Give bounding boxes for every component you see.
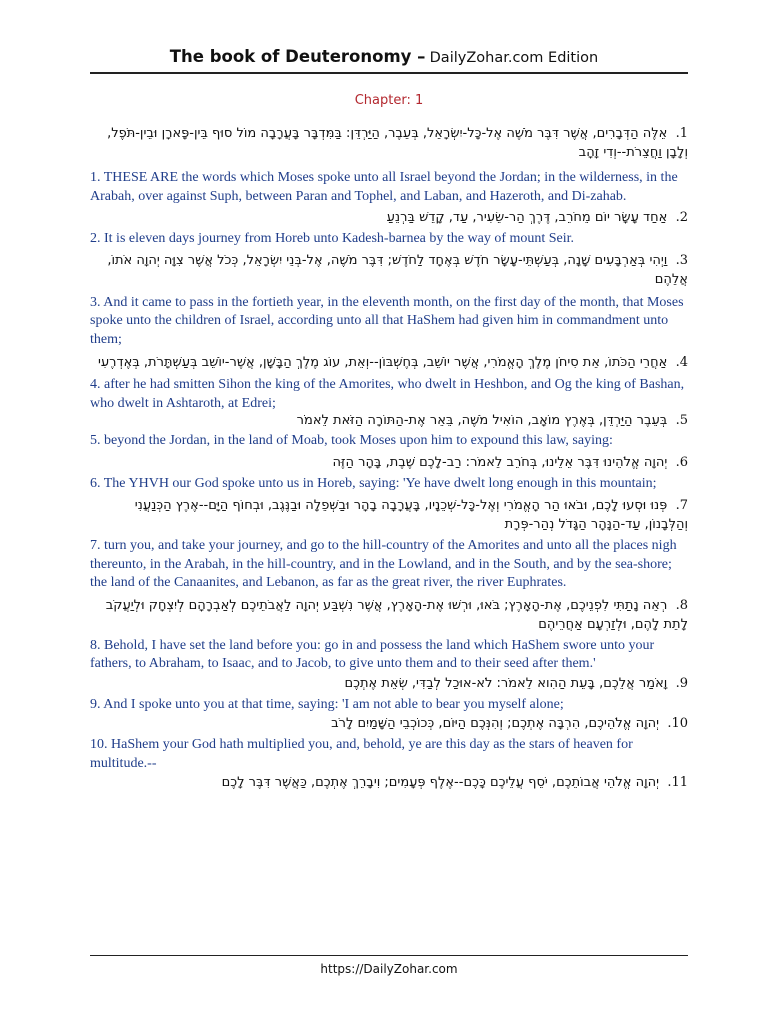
verse-4-hebrew-text: אַחֲרֵי הַכֹּתוֹ, אֵת סִיחֹן מֶלֶךְ הָאֱמֹרִי, אֲשֶׁר יוֹשֵׁב, בְּחֶשְׁבּוֹן--וְאֵת, עוֹג מֶלֶךְ הַבָּשָׁן, אֲשֶׁר-יוֹשֵׁב בְּעַשְׁתָּרֹת, בְּאֶדְרֶעִי: [97, 355, 668, 370]
verse-9-hebrew-text: וָאֹמַר אֲלֵכֶם, בָּעֵת הַהִוא לֵאמֹר: לֹא-אוּכַל לְבַדִּי, שְׂאֵת אֶתְכֶם: [344, 675, 668, 691]
verse-1-number: 1.: [675, 126, 688, 141]
verse-2-english: 2. It is eleven days journey from Horeb unto Kadesh-barnea by the way of mount Seir.: [90, 231, 575, 246]
verse-8-english: 8. Behold, I have set the land before you: go in and possess the land which HaShem swore unto your fathers, to Abraham, to Isaac, and to Jacob, to give unto them and to their seed after them.': [90, 637, 655, 671]
verse-4-english: 4. after he had smitten Sihon the king of the Amorites, who dwelt in Heshbon, and Og the king of Bashan, who dwelt in Ashtaroth, at Edrei;: [90, 377, 685, 411]
verse-10-hebrew-text: יְהוָה אֱלֹהֵיכֶם, הִרְבָּה אֶתְכֶם; וְהִנְּכֶם הַיּוֹם, כְּכוֹכְבֵי הַשָּׁמַיִם לָרֹב: [331, 716, 660, 731]
verse-7-hebrew-text: פְּנוּ וּסְעוּ לָכֶם, וּבֹאוּ הַר הָאֱמֹרִי וְאֶל-כָּל-שְׁכֵנָיו, בָּעֲרָבָה בָהָר וּבַשְּׁפֵלָה וּבַנֶּגֶב, וּבְחוֹף הַיָּם--אֶרֶץ הַכְּנַעֲנִי וְהַלְּבָנוֹן, עַד-הַנָּהָר הַגָּדֹל נְהַר-פְּרָת: [134, 498, 688, 532]
verse-2-hebrew-text: אַחַד עָשָׂר יוֹם מֵחֹרֵב, דֶּרֶךְ הַר-שֵׂעִיר, עַד, קָדֵשׁ בַּרְנֵעַ: [386, 210, 668, 225]
verse-1-hebrew: [90, 124, 688, 162]
footer-divider: [90, 955, 688, 956]
verse-6-english: 6. The YHVH our God spoke unto us in Horeb, saying: 'Ye have dwelt long enough in this mountain;: [90, 475, 657, 491]
verse-6-number: 6.: [675, 454, 688, 470]
footer-link[interactable]: https://DailyZohar.com: [320, 962, 458, 976]
edition-title: DailyZohar.com Edition: [429, 50, 599, 66]
verse-7-english: 7. turn you, and take your journey, and go to the hill-country of the Amorites and unto all the places nigh thereunto, in the Arabah, in the hill-country, and in the Lowland, and in the South, and by the sea-shore; the land of the Canaanites, and Lebanon, as far as the great river, the river Euphrates.: [90, 538, 677, 590]
verse-9-english: 9. And I spoke unto you at that time, saying: 'I am not able to bear you myself alone;: [90, 696, 564, 712]
verse-5-number: 5.: [675, 413, 688, 428]
verse-list: [90, 124, 688, 792]
verse-11-hebrew-text: יְהוָה אֱלֹהֵי אֲבוֹתֵכֶם, יֹסֵף עֲלֵיכֶם כָּכֶם--אֶלֶף פְּעָמִים; וִיבָרֵךְ אֶתְכֶם, כַּאֲשֶׁר דִּבֶּר לָכֶם: [221, 775, 660, 790]
verse-9-number: 9.: [675, 675, 688, 691]
verse-10-hebrew: [90, 714, 688, 733]
page-title: [90, 46, 678, 69]
verse-10-english: 10. HaShem your God hath multiplied you, and, behold, ye are this day as the stars of heaven for multitude.--: [90, 737, 633, 771]
verse-2-number: 2.: [675, 210, 688, 225]
verse-1-english: 1. THESE ARE the words which Moses spoke unto all Israel beyond the Jordan; in the wilderness, in the Arabah, over against Suph, between Paran and Tophel, and Laban, and Hazeroth, and Di-zahab.: [90, 170, 678, 204]
verse-5-english: 5. beyond the Jordan, in the land of Moab, took Moses upon him to expound this law, saying:: [90, 433, 613, 448]
verse-8-number: 8.: [675, 597, 688, 613]
verse-11-hebrew: [90, 773, 688, 792]
verse-4-number: 4.: [675, 355, 688, 370]
verse-11-number: 11.: [667, 775, 688, 790]
verse-3-hebrew: [90, 251, 688, 289]
verse-8-hebrew-text: רְאֵה נָתַתִּי לִפְנֵיכֶם, אֶת-הָאָרֶץ; בֹּאוּ, וּרְשׁוּ אֶת-הָאָרֶץ, אֲשֶׁר נִשְׁבַּע יְהוָה לַאֲבֹתֵיכֶם לְאַבְרָהָם לְיִצְחָק וּלְיַעֲקֹב לָתֵת לָהֶם, וּלְזַרְעָם אַחֲרֵיהֶם: [105, 597, 688, 632]
header-divider: [90, 72, 688, 74]
verse-2-hebrew: [90, 208, 688, 227]
verse-5-hebrew-text: בְּעֵבֶר הַיַּרְדֵּן, בְּאֶרֶץ מוֹאָב, הוֹאִיל מֹשֶׁה, בֵּאֵר אֶת-הַתּוֹרָה הַזֹּאת לֵאמֹר: [296, 413, 668, 428]
verse-6-hebrew-text: יְהוָה אֱלֹהֵינוּ דִּבֶּר אֵלֵינוּ, בְּחֹרֵב לֵאמֹר: רַב-לָכֶם שֶׁבֶת, בָּהָר הַזֶּה: [332, 454, 668, 470]
verse-1-hebrew-text: אֵלֶּה הַדְּבָרִים, אֲשֶׁר דִּבֶּר מֹשֶׁה אֶל-כָּל-יִשְׂרָאֵל, בְּעֵבֶר, הַיַּרְדֵּן: בַּמִּדְבָּר בָּעֲרָבָה מוֹל סוּף בֵּין-פָּארָן וּבֵין-תֹּפֶל, וְלָבָן וַחֲצֵרֹת--וְדִי זָהָב: [107, 126, 688, 160]
book-title: The book of Deuteronomy –: [169, 47, 426, 66]
verse-8-hebrew: [90, 596, 688, 634]
verse-7-hebrew: [90, 496, 688, 534]
verse-3-english: 3. And it came to pass in the fortieth year, in the eleventh month, on the first day of the month, that Moses spoke unto the children of Israel, according unto all that HaShem had given him in commandment unto them;: [90, 294, 684, 347]
verse-6-hebrew: [90, 453, 688, 472]
verse-3-number: 3.: [675, 252, 688, 268]
verse-5-hebrew: [90, 411, 688, 430]
verse-10-number: 10.: [667, 716, 688, 731]
verse-3-hebrew-text: וַיְהִי בְּאַרְבָּעִים שָׁנָה, בְּעַשְׁתֵּי-עָשָׂר חֹדֶשׁ בְּאֶחָד לַחֹדֶשׁ; דִּבֶּר מֹשֶׁה, אֶל-בְּנֵי יִשְׂרָאֵל, כְּכֹל אֲשֶׁר צִוָּה יְהוָה אֹתוֹ, אֲלֵהֶם: [107, 252, 688, 287]
verse-7-number: 7.: [675, 498, 688, 513]
verse-9-hebrew: [90, 674, 688, 693]
chapter-heading: Chapter: 1: [354, 93, 424, 108]
verse-4-hebrew: [90, 353, 688, 372]
